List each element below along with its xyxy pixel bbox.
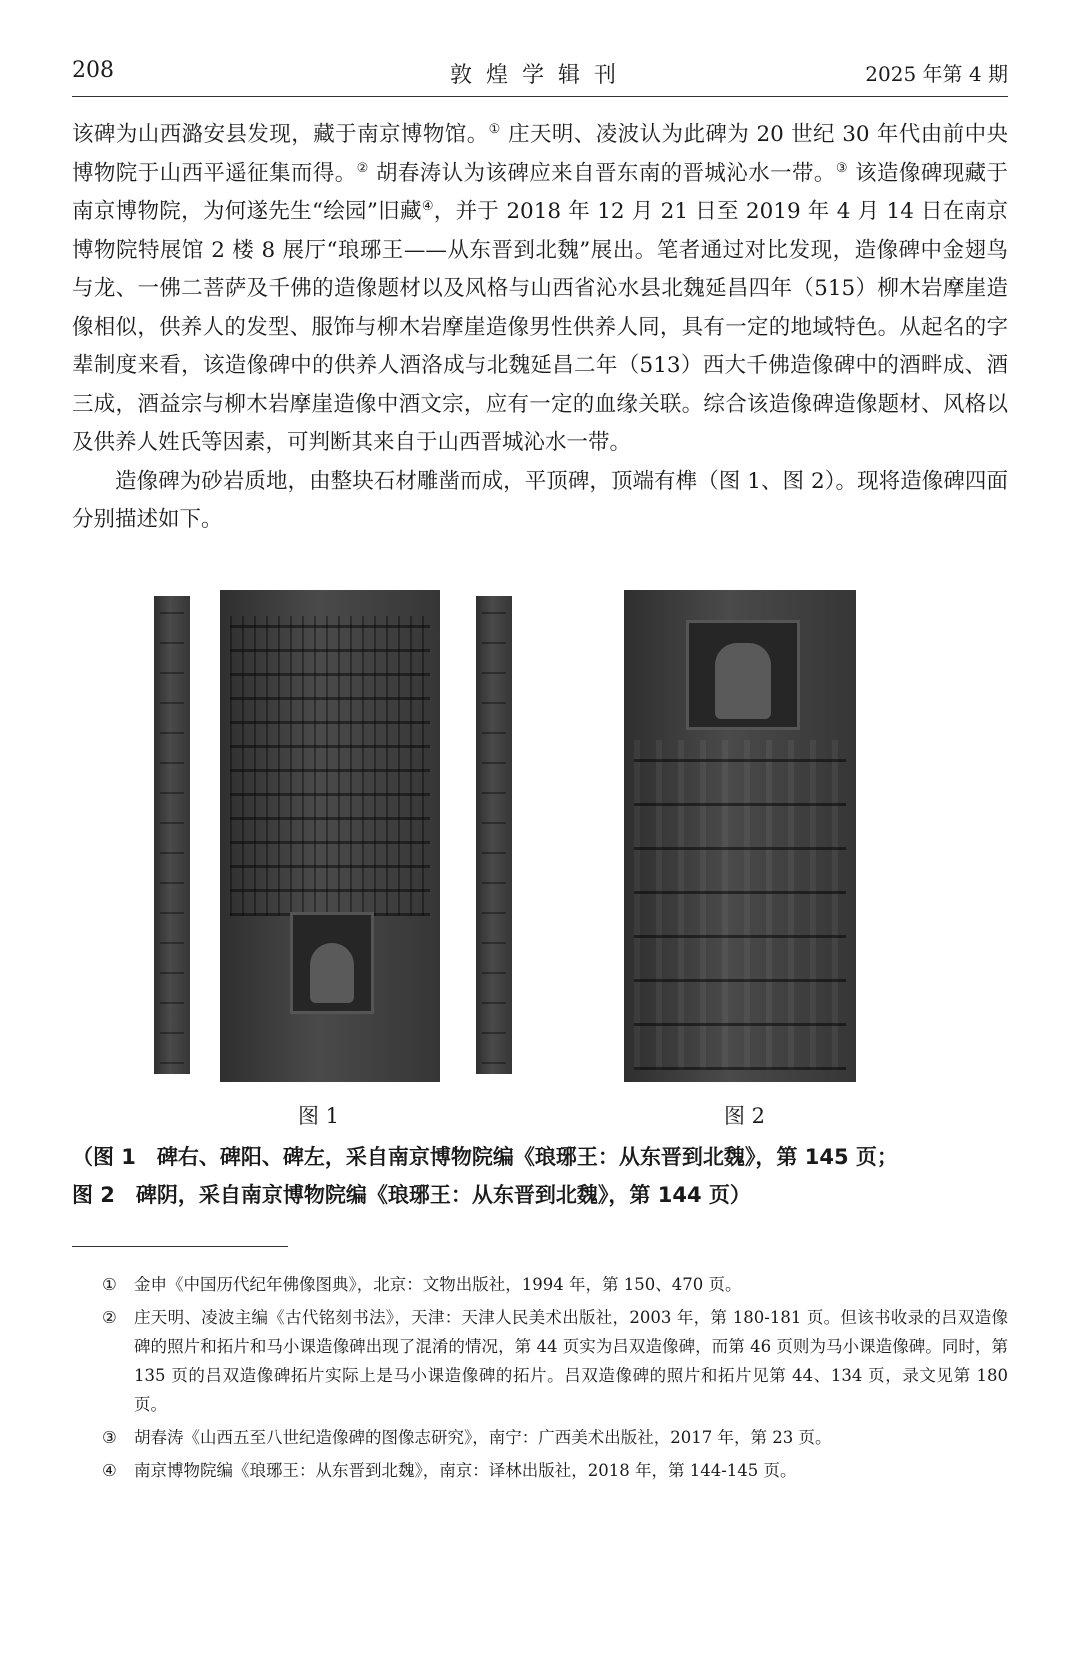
caption-line: （图 1 碑右、碑阳、碑左，采自南京博物院编《琅琊王：从东晋到北魏》，第 145 页； [72, 1145, 898, 1169]
caption-line: 图 2 碑阴，采自南京博物院编《琅琊王：从东晋到北魏》，第 144 页） [72, 1183, 751, 1207]
page-number: 208 [72, 58, 114, 83]
footnote [72, 1423, 1008, 1452]
paragraph-1 [72, 116, 1008, 463]
donor-figures-carving [634, 740, 846, 1070]
body-text [72, 116, 1008, 540]
footnote-ref[interactable]: ① [488, 122, 501, 137]
footnote-ref[interactable]: ② [356, 160, 369, 176]
paragraph-text: 该碑为山西潞安县发现，藏于南京博物馆。 [72, 122, 489, 147]
footnote-marker: ③ [102, 1428, 117, 1447]
footnote-ref[interactable]: ③ [835, 160, 848, 176]
carving-texture [160, 606, 184, 1064]
figure-1-label: 图 1 [298, 1104, 340, 1128]
paragraph-text: 胡春涛认为该碑应来自晋东南的晋城沁水一带。 [368, 160, 836, 186]
footnote-marker: ④ [102, 1461, 117, 1480]
buddha-niche [686, 620, 800, 730]
footnote [72, 1456, 1008, 1485]
paragraph-text: 该造像碑现藏于南京博物院，为何遂先生“绘园”旧藏 [72, 160, 1009, 224]
footnote-ref[interactable]: ④ [421, 199, 434, 214]
stele-right-side-image [154, 596, 190, 1074]
paragraph-2: 造像碑为砂岩质地，由整块石材雕凿而成，平顶碑，顶端有榫（图 1、图 2）。现将造像碑四面分别描述如下。 [72, 468, 1008, 532]
footnote-divider [72, 1246, 288, 1247]
stele-back-image [624, 590, 856, 1082]
footnote [72, 1270, 1008, 1299]
seated-buddha [715, 643, 771, 719]
figure-caption [72, 1138, 1008, 1214]
footnote-text: 金申《中国历代纪年佛像图典》，北京：文物出版社，1994 年，第 150、470 页。 [134, 1275, 742, 1294]
figure-area [72, 590, 1008, 1110]
carving-texture [482, 606, 506, 1064]
footnote-text: 南京博物院编《琅琊王：从东晋到北魏》，南京：译林出版社，2018 年，第 144-145 页。 [134, 1461, 797, 1480]
issue-label: 2025 年第 4 期 [865, 62, 1008, 86]
footnote-text: 胡春涛《山西五至八世纪造像碑的图像志研究》，南宁：广西美术出版社，2017 年，第 23 页。 [134, 1428, 832, 1447]
footnote-marker: ② [102, 1308, 117, 1327]
footnote [72, 1303, 1008, 1419]
running-header [72, 48, 1008, 97]
figure-2-label: 图 2 [724, 1104, 766, 1128]
stele-left-side-image [476, 596, 512, 1074]
journal-title: 敦煌学辑刊 [449, 63, 630, 88]
footnote-text: 庄天明、凌波主编《古代铭刻书法》，天津：天津人民美术出版社，2003 年，第 180-181 页。但该书收录的吕双造像碑的照片和拓片和马小课造像碑出现了混淆的情况，第 44 页实为吕双造像碑，而第 46 页则为马小课造像碑。同时，第 135 页的吕双造像碑拓片实际上是马小课造像碑的拓片。吕双造像碑的照片和拓片见第 44、134 页，录文见第 180 页。 [134, 1308, 1008, 1414]
paragraph-text: 庄天明、凌波认为此碑为 20 世纪 30 年代由前中央博物院于山西平遥征集而得。 [72, 122, 1009, 186]
seated-buddha [310, 943, 354, 1003]
thousand-buddhas-carving [230, 616, 430, 916]
stele-front-image [220, 590, 440, 1082]
footnotes [72, 1270, 1008, 1489]
paragraph-text: ，并于 2018 年 12 月 21 日至 2019 年 4 月 14 日在南京博物院特展馆 2 楼 8 展厅“琅琊王——从东晋到北魏”展出。笔者通过对比发现，造像碑中金翅鸟与龙、一佛二菩萨及千佛的造像题材以及风格与山西省沁水县北魏延昌四年（515）柳木岩摩崖造像相似，供养人的发型、服饰与柳木岩摩崖造像男性供养人同，具有一定的地域特色。从起名的字辈制度来看，该造像碑中的供养人酒洛成与北魏延昌二年（513）西大千佛造像碑中的酒畔成、酒三成，酒益宗与柳木岩摩崖造像中酒文宗，应有一定的血缘关联。综合该造像碑造像题材、风格以及供养人姓氏等因素，可判断其来自于山西晋城沁水一带。 [72, 199, 1008, 455]
footnote-marker: ① [102, 1275, 117, 1294]
buddha-niche [290, 912, 374, 1014]
